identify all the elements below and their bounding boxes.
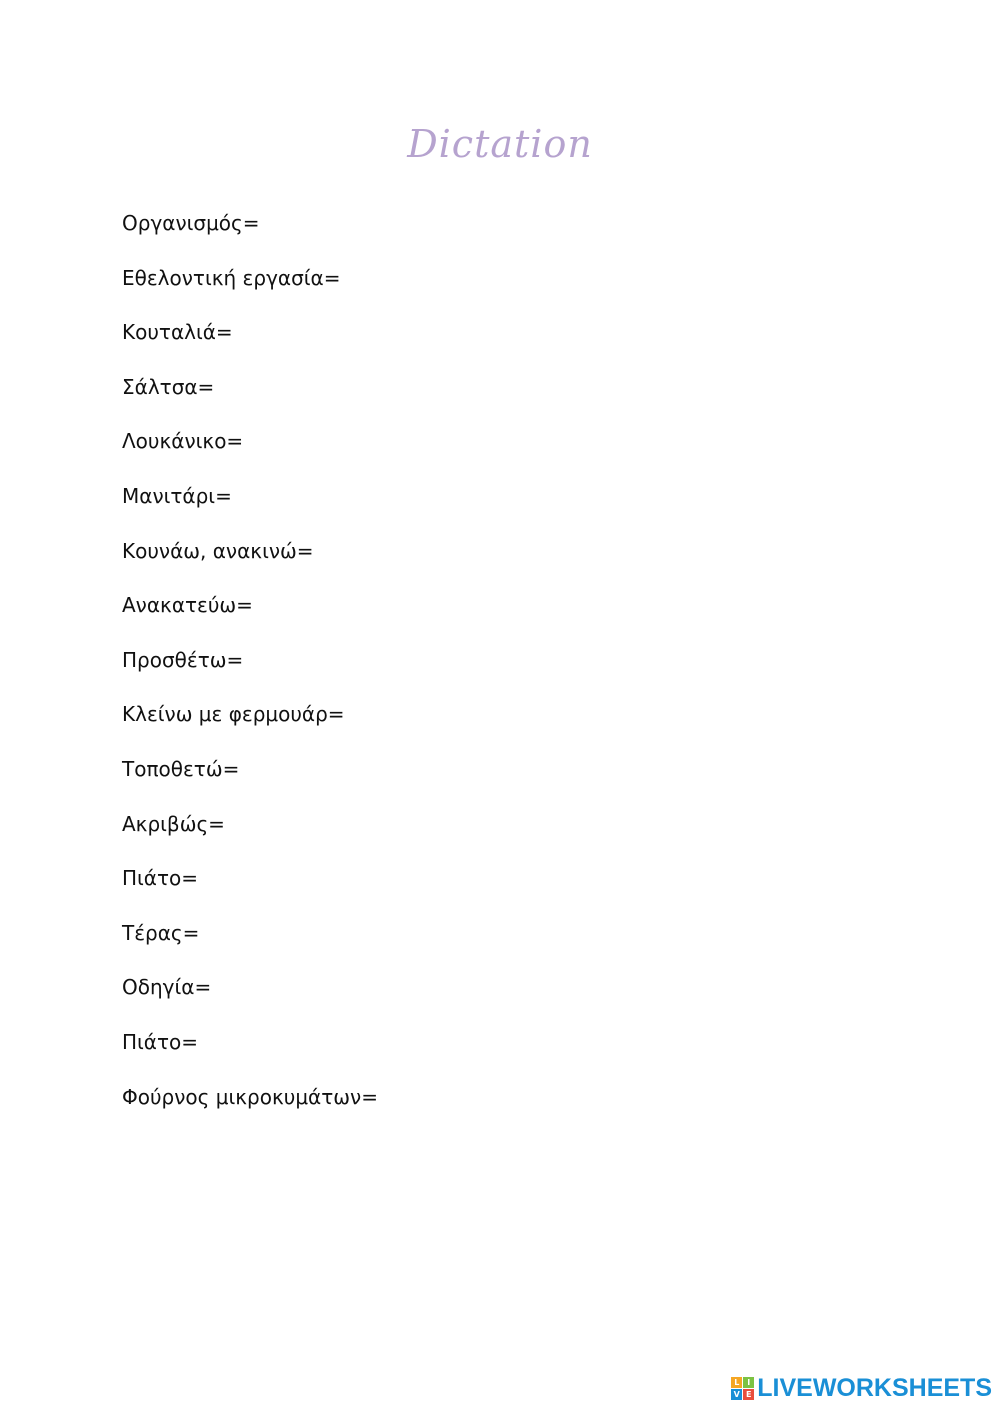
dictation-word: Οδηγία= xyxy=(122,975,212,1000)
dictation-word-list xyxy=(122,206,378,1134)
dictation-word: Ακριβώς= xyxy=(122,811,225,836)
dictation-word: Σάλτσα= xyxy=(122,374,215,399)
dictation-word: Οργανισμός= xyxy=(122,211,260,235)
liveworksheets-logo-icon xyxy=(731,1377,754,1400)
dictation-word: Πιάτο= xyxy=(122,866,199,891)
dictation-word: Τοποθετώ= xyxy=(122,756,240,781)
dictation-word: Πιάτο= xyxy=(122,1029,199,1054)
liveworksheets-logo[interactable] xyxy=(731,1374,992,1403)
dictation-word: Τέρας= xyxy=(122,920,200,945)
logo-mark-tile: L xyxy=(731,1377,742,1388)
dictation-word: Κλείνω με φερμουάρ= xyxy=(122,702,345,727)
dictation-word: Ανακατεύω= xyxy=(122,593,253,618)
logo-mark-tile: V xyxy=(731,1389,742,1400)
dictation-word: Κουταλιά= xyxy=(122,320,233,345)
dictation-word: Φούρνος μικροκυμάτων= xyxy=(122,1084,378,1109)
dictation-word: Λουκάνικο= xyxy=(122,429,244,454)
dictation-word: Προσθέτω= xyxy=(122,647,244,672)
dictation-word: Κουνάω, ανακινώ= xyxy=(122,538,314,563)
logo-text: LIVEWORKSHEETS xyxy=(757,1374,992,1402)
logo-mark-tile: I xyxy=(743,1377,754,1388)
dictation-word: Μανιτάρι= xyxy=(122,483,232,508)
dictation-word: Εθελοντική εργασία= xyxy=(122,265,341,290)
page-title: Dictation xyxy=(407,122,593,166)
logo-mark-tile: E xyxy=(743,1389,754,1400)
